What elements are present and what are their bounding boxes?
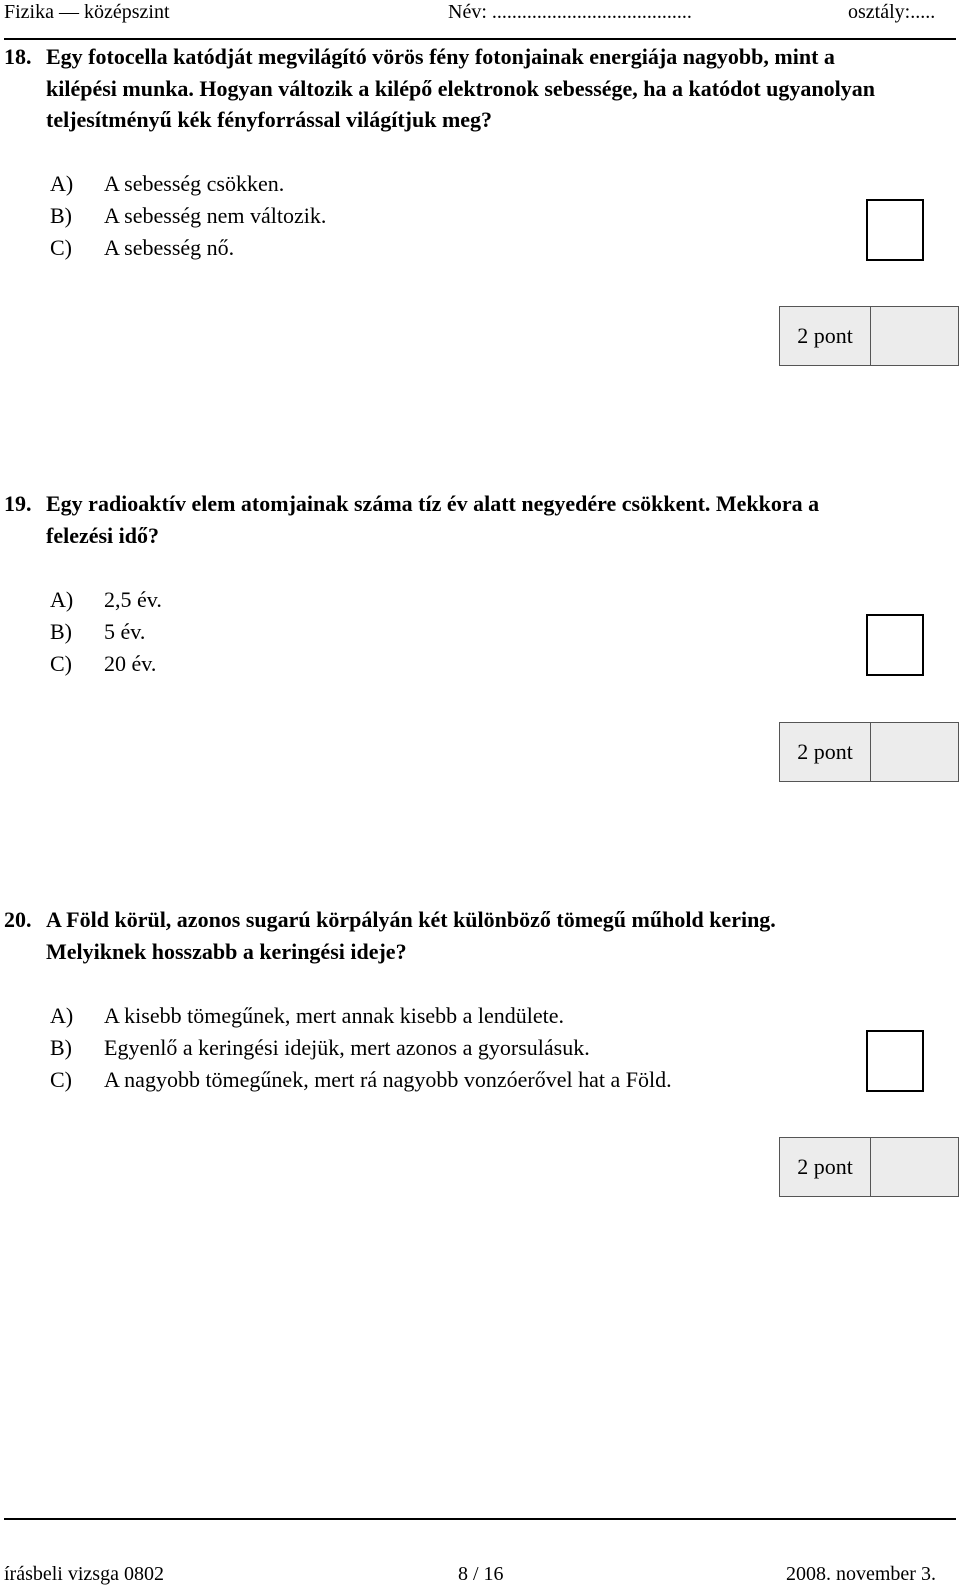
option-c: C) 20 év. — [50, 651, 157, 676]
score-field[interactable] — [871, 1138, 958, 1196]
header-subject: Fizika — középszint — [4, 1, 170, 23]
option-c: C) A sebesség nő. — [50, 235, 235, 260]
header-rule — [4, 38, 956, 40]
question-text-rest: Melyiknek hosszabb a keringési ideje? — [46, 938, 407, 964]
score-field[interactable] — [871, 307, 958, 365]
score-box-18 — [779, 306, 959, 366]
option-c: C) A nagyobb tömegűnek, mert rá nagyobb vonzóerővel hat a Föld. — [50, 1067, 672, 1092]
points-label: 2 pont — [780, 1138, 871, 1196]
question-text-line1: Egy fotocella katódját megvilágító vörös fény fotonjainak energiája nagyobb, mint a — [46, 44, 835, 69]
footer-date: 2008. november 3. — [786, 1563, 936, 1585]
points-label: 2 pont — [780, 723, 871, 781]
footer-page-number: 8 / 16 — [458, 1563, 504, 1585]
answer-box-19[interactable] — [866, 614, 924, 676]
answer-box-18[interactable] — [866, 199, 924, 261]
option-b: B) A sebesség nem változik. — [50, 203, 327, 228]
question-number: 19. — [4, 491, 32, 516]
question-text-line1: A Föld körül, azonos sugarú körpályán két különböző tömegű műhold kering. — [46, 907, 776, 932]
header-class-field: osztály:..... — [848, 1, 936, 23]
question-18-text — [4, 41, 944, 136]
option-a: A) A sebesség csökken. — [50, 171, 285, 196]
option-b: B) Egyenlő a keringési idejük, mert azonos a gyorsulásuk. — [50, 1035, 590, 1060]
score-box-20 — [779, 1137, 959, 1197]
option-b: B) 5 év. — [50, 619, 146, 644]
score-field[interactable] — [871, 723, 958, 781]
header-name-field: Név: ........................................ — [448, 1, 692, 23]
score-box-19 — [779, 722, 959, 782]
question-20-text — [4, 904, 944, 967]
question-number: 18. — [4, 44, 32, 69]
footer-exam-code: írásbeli vizsga 0802 — [4, 1563, 164, 1585]
question-number: 20. — [4, 907, 32, 932]
points-label: 2 pont — [780, 307, 871, 365]
question-text-rest: kilépési munka. Hogyan változik a kilépő elektronok sebessége, ha a katódot ugyanolyan teljesítményű kék fényforrással világítjuk meg? — [46, 75, 875, 132]
answer-box-20[interactable] — [866, 1030, 924, 1092]
option-a: A) 2,5 év. — [50, 587, 162, 612]
question-text-line1: Egy radioaktív elem atomjainak száma tíz év alatt negyedére csökkent. Mekkora a — [46, 491, 820, 516]
question-19-text — [4, 488, 944, 551]
option-a: A) A kisebb tömegűnek, mert annak kisebb a lendülete. — [50, 1003, 565, 1028]
question-text-rest: felezési idő? — [46, 522, 160, 548]
footer-rule — [4, 1518, 956, 1520]
